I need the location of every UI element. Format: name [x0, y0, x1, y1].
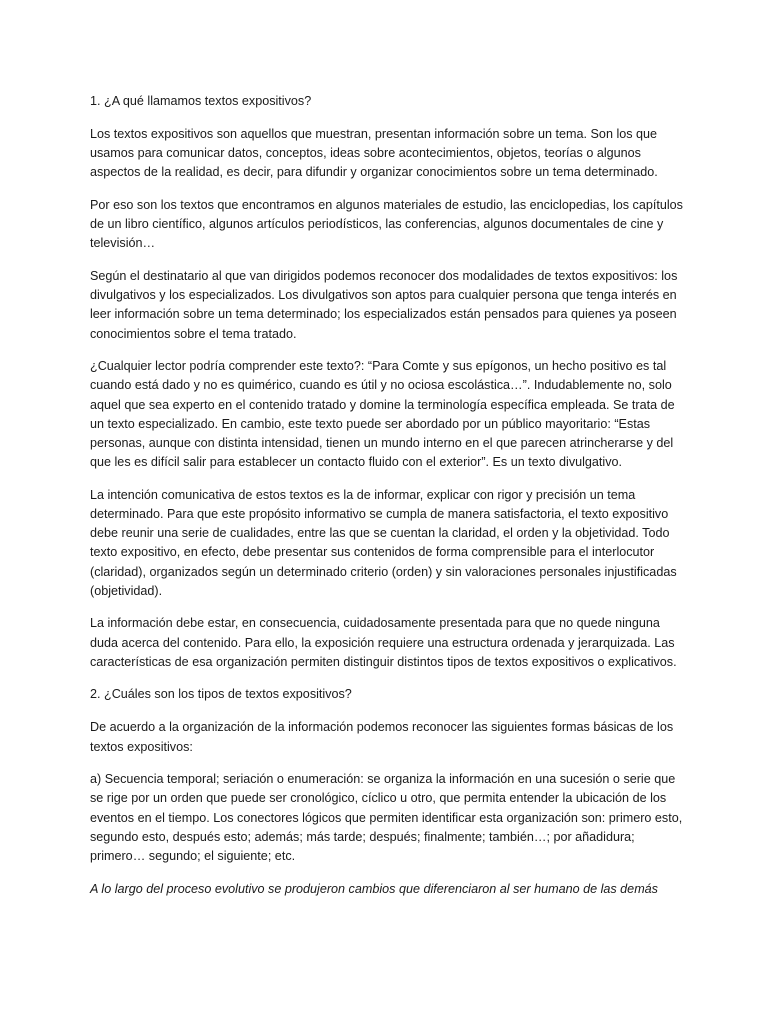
section-heading-2: 2. ¿Cuáles son los tipos de textos expositivos?	[90, 687, 352, 702]
paragraph-organization: La información debe estar, en consecuencia, cuidadosamente presentada para que no quede ninguna duda acerca del contenido. Para ello, la exposición requiere una estructura ordenada y jerarquizada. Las características de esa organización permiten distinguir distintos tipos de textos expositivos o explicativos.	[90, 616, 677, 669]
paragraph-definition: Los textos expositivos son aquellos que muestran, presentan información sobre un tema. Son los que usamos para comunicar datos, conceptos, ideas sobre acontecimientos, objetos, teorías o algunos aspectos de la realidad, es decir, para difundir y organizar conocimientos sobre un tema determinado.	[90, 127, 658, 180]
paragraph-reader-question: ¿Cualquier lector podría comprender este texto?: “Para Comte y sus epígonos, un hecho positivo es tal cuando está dado y no es quimérico, cuando es útil y no ociosa escolástica…”. Indudablemente no, solo aquel que sea experto en el contenido tratado y domine la terminología específica empleada. Se trata de un texto especializado. En cambio, este texto puede ser abordado por un público mayoritario: “Estas personas, aunque con distinta intensidad, tienen un mundo interno en el que parecen atrincherarse y del que les es difícil salir para establecer un contacto fluido con el exterior”. Es un texto divulgativo.	[90, 359, 675, 470]
section-heading-1: 1. ¿A qué llamamos textos expositivos?	[90, 94, 312, 108]
paragraph-forms-intro: De acuerdo a la organización de la información podemos reconocer las siguientes formas básicas de los textos expositivos:	[90, 720, 674, 754]
paragraph-example-italic: A lo largo del proceso evolutivo se produjeron cambios que diferenciaron al ser humano de las demás	[90, 881, 658, 896]
paragraph-temporal-sequence: a) Secuencia temporal; seriación o enumeración: se organiza la información en una sucesión o serie que se rige por un orden que puede ser cronológico, cíclico u otro, que permita entender la ubicación de los eventos en el tiempo. Los conectores lógicos que permiten identificar esta organización son: primero esto, segundo esto, después esto; además; más tarde; después; finalmente; también…; por añadidura; primero… segundo; el siguiente; etc.	[90, 772, 683, 864]
paragraph-modalities: Según el destinatario al que van dirigidos podemos reconocer dos modalidades de textos expositivos: los divulgativos y los especializados. Los divulgativos son aptos para cualquier persona que tenga interés en leer información sobre un tema determinado; los especializados están pensados para quienes ya poseen conocimientos sobre el tema tratado.	[90, 269, 678, 341]
paragraph-communicative-intent: La intención comunicativa de estos textos es la de informar, explicar con rigor y precisión un tema determinado. Para que este propósito informativo se cumpla de manera satisfactoria, el texto expositivo debe reunir una serie de cualidades, entre las que se cuentan la claridad, el orden y la objetividad. Todo texto expositivo, en efecto, debe presentar sus contenidos de forma comprensible para el interlocutor (claridad), organizados según un determinado criterio (orden) y sin valoraciones personales injustificadas (objetividad).	[90, 487, 677, 598]
paragraph-examples: Por eso son los textos que encontramos en algunos materiales de estudio, las enciclopedias, los capítulos de un libro científico, algunos artículos periodísticos, las conferencias, algunos documentales de cine y televisión…	[90, 198, 683, 251]
document-page	[90, 92, 686, 912]
